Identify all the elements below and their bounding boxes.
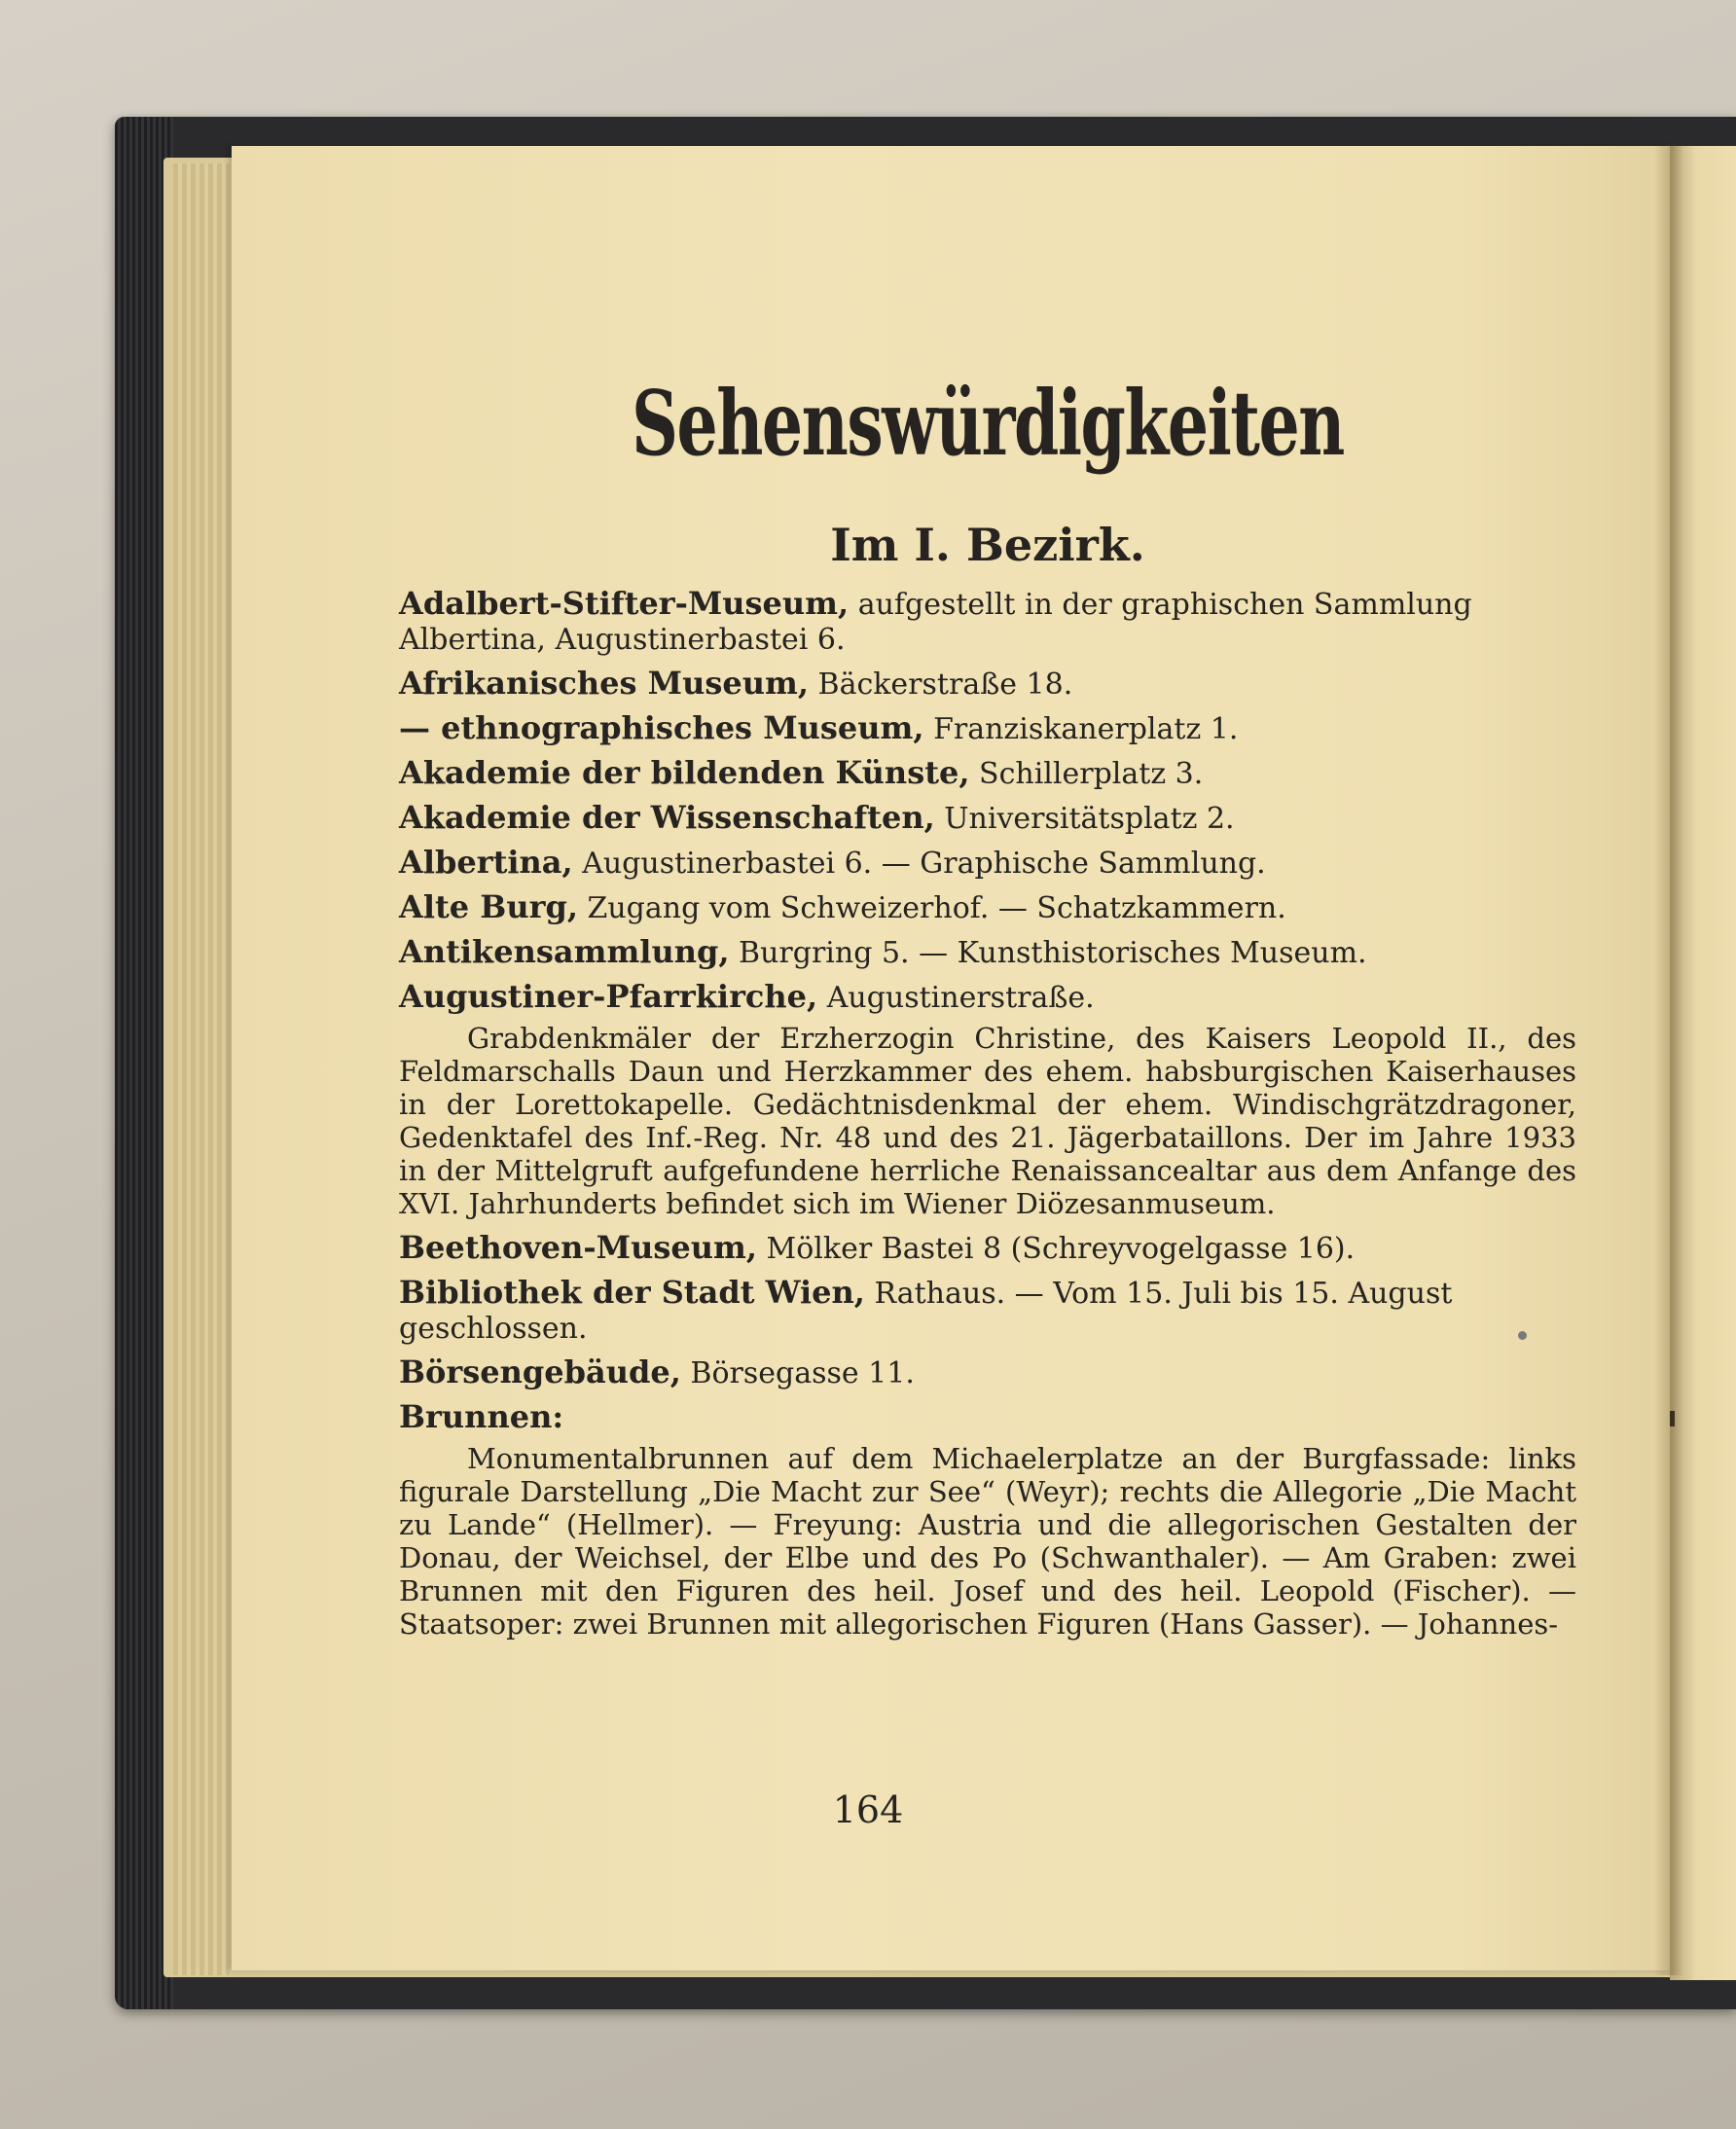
list-item <box>399 666 1576 703</box>
list-item <box>399 755 1576 792</box>
brunnen-description: Monumentalbrunnen auf dem Michaelerplatze an der Burgfassade: links figurale Darstellung „Die Macht zur See“ (Weyr); rechts die Allegorie „Die Macht zu Lande“ (Hellmer). — Freyung: Austria und die allegorischen Gestalten der Donau, der Weichsel, der Elbe und des Po (Schwanthaler). — Am Graben: zwei Brunnen mit den Figuren des heil. Josef und des heil. Leopold (Fischer). — Staatsoper: zwei Brunnen mit allegorischen Figuren (Hans Gasser). — Johannes- <box>399 1442 1576 1641</box>
entry-description: Zugang vom Schweizerhof. — Schatzkammern. <box>577 891 1286 925</box>
entry-description: Bäckerstraße 18. <box>808 668 1073 702</box>
entry-list <box>399 586 1576 1641</box>
list-item <box>399 979 1576 1016</box>
ink-dot <box>1518 1331 1527 1340</box>
entry-name: Antikensammlung, <box>399 933 730 970</box>
list-item <box>399 1230 1576 1267</box>
list-item <box>399 710 1576 747</box>
page-number: 164 <box>832 1788 904 1831</box>
entry-name: Adalbert-Stifter-Museum, <box>399 585 850 622</box>
list-item <box>399 800 1576 837</box>
gutter-shadow <box>1654 146 1683 1975</box>
margin-mark <box>1670 1411 1675 1426</box>
list-item <box>399 1354 1576 1391</box>
list-item <box>399 889 1576 926</box>
entry-description: Schillerplatz 3. <box>969 757 1204 791</box>
entry-description: Universitätsplatz 2. <box>934 802 1235 836</box>
entry-name: Börsengebäude, <box>399 1353 681 1390</box>
page-title: Sehenswürdigkeiten <box>632 371 1344 476</box>
list-item <box>399 1399 1576 1436</box>
entry-name: Albertina, <box>399 844 573 881</box>
entry-name: Bibliothek der Stadt Wien, <box>399 1274 865 1311</box>
entry-name: Augustiner-Pfarrkirche, <box>399 978 818 1015</box>
entry-description: Rathaus. — Vom 15. Juli bis 15. August geschlossen. <box>399 1277 1453 1346</box>
list-item <box>399 586 1576 658</box>
list-item <box>399 845 1576 882</box>
page-content <box>399 370 1576 1650</box>
entry-name: — ethnographisches Museum, <box>399 709 924 746</box>
entry-description: Augustinerstraße. <box>817 981 1095 1015</box>
augustiner-description: Grabdenkmäler der Erzherzogin Christine, des Kaisers Leopold II., des Feldmarschalls Daun und Herzkammer des ehem. habsburgischen Kaiserhauses in der Lorettokapelle. Gedächtnisdenkmal der ehem. Windischgrätzdragoner, Gedenktafel des Inf.-Reg. Nr. 48 und des 21. Jägerbataillons. Der im Jahre 1933 in der Mittelgruft aufgefundene herrliche Renaissancealtar aus dem Anfange des XVI. Jahrhunderts befindet sich im Wiener Diözesanmuseum. <box>399 1022 1576 1220</box>
section-subtitle: Im I. Bezirk. <box>830 519 1145 571</box>
entry-description: Börsegasse 11. <box>680 1356 915 1390</box>
entry-name: Akademie der Wissenschaften, <box>399 799 935 836</box>
page-edges <box>173 163 230 1975</box>
entry-name: Akademie der bildenden Künste, <box>399 754 970 791</box>
entry-description: Franziskanerplatz 1. <box>923 712 1239 746</box>
entry-description: Augustinerbastei 6. — Graphische Sammlung. <box>572 847 1266 881</box>
entry-name: Alte Burg, <box>399 888 578 925</box>
entry-description: aufgestellt in der graphischen Sammlung Albertina, Augustinerbastei 6. <box>399 588 1472 657</box>
list-item <box>399 934 1576 971</box>
list-item <box>399 1275 1576 1347</box>
entry-name: Brunnen: <box>399 1398 564 1435</box>
entry-description: Burgring 5. — Kunsthistorisches Museum. <box>729 936 1367 970</box>
entry-name: Afrikanisches Museum, <box>399 665 809 702</box>
entry-description: Mölker Bastei 8 (Schreyvogelgasse 16). <box>756 1232 1356 1266</box>
entry-name: Beethoven-Museum, <box>399 1229 757 1266</box>
